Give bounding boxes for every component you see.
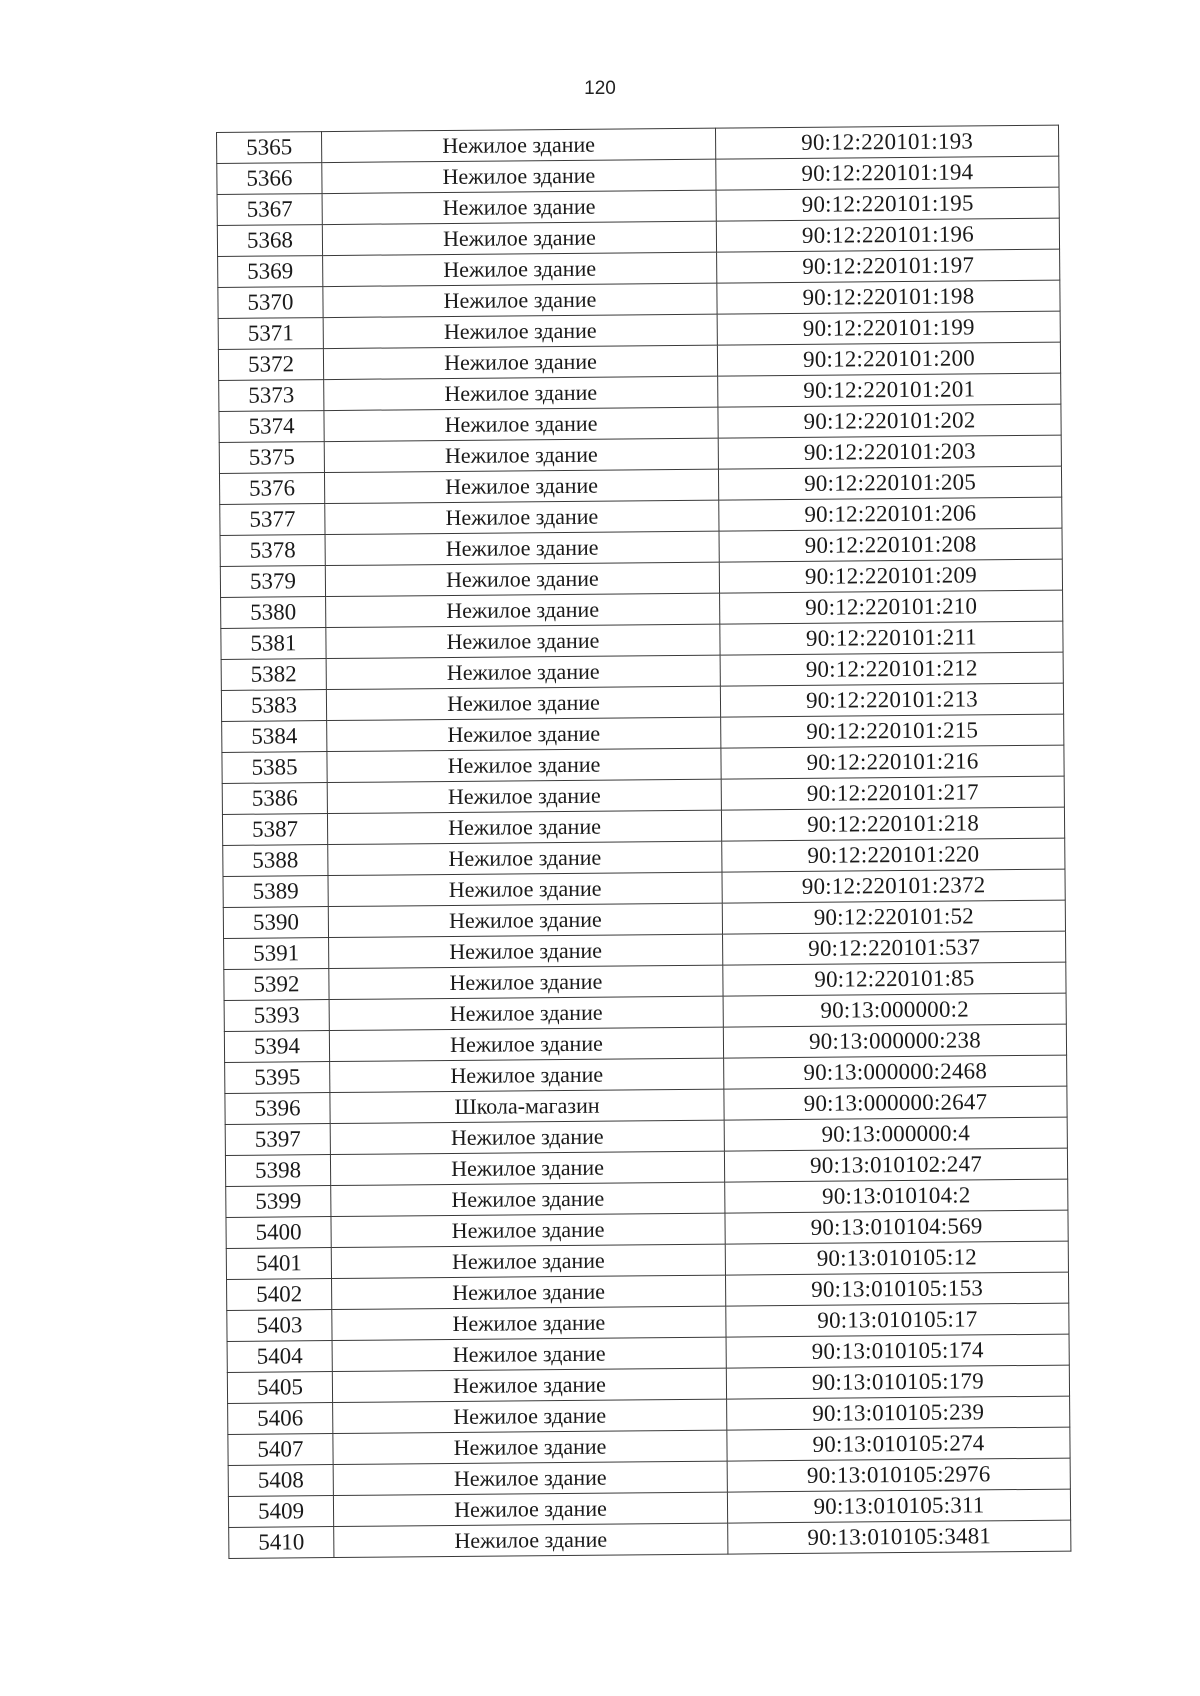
row-number-cell: 5385 bbox=[222, 752, 327, 784]
object-name-cell: Нежилое здание bbox=[333, 1492, 727, 1526]
row-number-cell: 5404 bbox=[227, 1341, 332, 1373]
row-number-cell: 5365 bbox=[217, 132, 322, 164]
object-name-cell: Нежилое здание bbox=[329, 1027, 723, 1061]
row-number-cell: 5398 bbox=[225, 1155, 330, 1187]
cadastral-number-cell: 90:12:220101:85 bbox=[723, 962, 1066, 996]
row-number-cell: 5392 bbox=[224, 969, 329, 1001]
object-name-cell: Нежилое здание bbox=[325, 531, 719, 565]
cadastral-number-cell: 90:12:220101:209 bbox=[719, 559, 1062, 593]
object-name-cell: Нежилое здание bbox=[331, 1244, 725, 1278]
object-name-cell: Нежилое здание bbox=[326, 593, 720, 627]
row-number-cell: 5374 bbox=[219, 411, 324, 443]
row-number-cell: 5394 bbox=[224, 1031, 329, 1063]
row-number-cell: 5397 bbox=[225, 1124, 330, 1156]
cadastral-number-cell: 90:13:000000:2647 bbox=[724, 1086, 1067, 1120]
cadastral-number-cell: 90:12:220101:203 bbox=[718, 435, 1061, 469]
cadastral-number-cell: 90:13:010105:274 bbox=[727, 1427, 1070, 1461]
cadastral-number-cell: 90:12:220101:205 bbox=[718, 466, 1061, 500]
object-name-cell: Нежилое здание bbox=[323, 252, 717, 286]
row-number-cell: 5389 bbox=[223, 876, 328, 908]
cadastral-number-cell: 90:13:010105:239 bbox=[727, 1396, 1070, 1430]
object-name-cell: Нежилое здание bbox=[329, 996, 723, 1030]
object-name-cell: Нежилое здание bbox=[331, 1182, 725, 1216]
cadastral-number-cell: 90:13:000000:4 bbox=[724, 1117, 1067, 1151]
object-name-cell: Нежилое здание bbox=[324, 376, 718, 410]
row-number-cell: 5406 bbox=[228, 1403, 333, 1435]
row-number-cell: 5395 bbox=[225, 1062, 330, 1094]
object-name-cell: Нежилое здание bbox=[331, 1213, 725, 1247]
row-number-cell: 5370 bbox=[218, 287, 323, 319]
object-name-cell: Нежилое здание bbox=[324, 407, 718, 441]
object-name-cell: Нежилое здание bbox=[323, 283, 717, 317]
row-number-cell: 5382 bbox=[221, 659, 326, 691]
object-name-cell: Нежилое здание bbox=[333, 1399, 727, 1433]
object-name-cell: Нежилое здание bbox=[332, 1337, 726, 1371]
cadastral-number-cell: 90:12:220101:193 bbox=[715, 125, 1058, 159]
cadastral-number-cell: 90:12:220101:217 bbox=[721, 776, 1064, 810]
cadastral-number-cell: 90:12:220101:215 bbox=[721, 714, 1064, 748]
row-number-cell: 5373 bbox=[219, 380, 324, 412]
row-number-cell: 5399 bbox=[226, 1186, 331, 1218]
object-name-cell: Нежилое здание bbox=[322, 190, 716, 224]
row-number-cell: 5380 bbox=[221, 597, 326, 629]
object-name-cell: Нежилое здание bbox=[327, 779, 721, 813]
object-name-cell: Нежилое здание bbox=[327, 717, 721, 751]
property-registry-table bbox=[216, 125, 1071, 1559]
cadastral-number-cell: 90:12:220101:202 bbox=[718, 404, 1061, 438]
cadastral-number-cell: 90:12:220101:206 bbox=[719, 497, 1062, 531]
object-name-cell: Школа-магазин bbox=[330, 1089, 724, 1123]
row-number-cell: 5366 bbox=[217, 163, 322, 195]
row-number-cell: 5387 bbox=[222, 814, 327, 846]
row-number-cell: 5372 bbox=[218, 349, 323, 381]
row-number-cell: 5408 bbox=[228, 1465, 333, 1497]
table-row bbox=[229, 1520, 1071, 1558]
row-number-cell: 5390 bbox=[223, 907, 328, 939]
object-name-cell: Нежилое здание bbox=[333, 1461, 727, 1495]
row-number-cell: 5371 bbox=[218, 318, 323, 350]
object-name-cell: Нежилое здание bbox=[326, 624, 720, 658]
cadastral-number-cell: 90:12:220101:211 bbox=[720, 621, 1063, 655]
cadastral-number-cell: 90:13:010105:2976 bbox=[727, 1458, 1070, 1492]
cadastral-number-cell: 90:12:220101:213 bbox=[720, 683, 1063, 717]
row-number-cell: 5381 bbox=[221, 628, 326, 660]
page-number: 120 bbox=[584, 78, 616, 99]
object-name-cell: Нежилое здание bbox=[328, 903, 722, 937]
row-number-cell: 5368 bbox=[217, 225, 322, 257]
cadastral-number-cell: 90:12:220101:220 bbox=[722, 838, 1065, 872]
cadastral-number-cell: 90:12:220101:200 bbox=[717, 342, 1060, 376]
row-number-cell: 5379 bbox=[220, 566, 325, 598]
cadastral-number-cell: 90:12:220101:199 bbox=[717, 311, 1060, 345]
object-name-cell: Нежилое здание bbox=[325, 562, 719, 596]
object-name-cell: Нежилое здание bbox=[326, 655, 720, 689]
object-name-cell: Нежилое здание bbox=[333, 1430, 727, 1464]
cadastral-number-cell: 90:13:000000:238 bbox=[723, 1024, 1066, 1058]
row-number-cell: 5409 bbox=[228, 1496, 333, 1528]
object-name-cell: Нежилое здание bbox=[322, 128, 716, 162]
row-number-cell: 5367 bbox=[217, 194, 322, 226]
object-name-cell: Нежилое здание bbox=[323, 345, 717, 379]
object-name-cell: Нежилое здание bbox=[332, 1368, 726, 1402]
table-body bbox=[217, 125, 1071, 1558]
object-name-cell: Нежилое здание bbox=[328, 872, 722, 906]
cadastral-number-cell: 90:12:220101:210 bbox=[720, 590, 1063, 624]
cadastral-number-cell: 90:12:220101:537 bbox=[723, 931, 1066, 965]
row-number-cell: 5407 bbox=[228, 1434, 333, 1466]
cadastral-number-cell: 90:13:010105:179 bbox=[726, 1365, 1069, 1399]
row-number-cell: 5377 bbox=[220, 504, 325, 536]
cadastral-number-cell: 90:12:220101:196 bbox=[716, 218, 1059, 252]
cadastral-number-cell: 90:13:010105:17 bbox=[726, 1303, 1069, 1337]
cadastral-number-cell: 90:13:000000:2 bbox=[723, 993, 1066, 1027]
row-number-cell: 5375 bbox=[219, 442, 324, 474]
cadastral-number-cell: 90:12:220101:212 bbox=[720, 652, 1063, 686]
row-number-cell: 5384 bbox=[222, 721, 327, 753]
cadastral-number-cell: 90:12:220101:216 bbox=[721, 745, 1064, 779]
cadastral-number-cell: 90:12:220101:52 bbox=[722, 900, 1065, 934]
cadastral-number-cell: 90:13:010105:153 bbox=[725, 1272, 1068, 1306]
object-name-cell: Нежилое здание bbox=[322, 159, 716, 193]
cadastral-number-cell: 90:12:220101:208 bbox=[719, 528, 1062, 562]
object-name-cell: Нежилое здание bbox=[327, 748, 721, 782]
cadastral-number-cell: 90:12:220101:201 bbox=[718, 373, 1061, 407]
object-name-cell: Нежилое здание bbox=[330, 1058, 724, 1092]
row-number-cell: 5378 bbox=[220, 535, 325, 567]
row-number-cell: 5383 bbox=[221, 690, 326, 722]
cadastral-number-cell: 90:12:220101:194 bbox=[716, 156, 1059, 190]
cadastral-number-cell: 90:12:220101:2372 bbox=[722, 869, 1065, 903]
row-number-cell: 5391 bbox=[224, 938, 329, 970]
object-name-cell: Нежилое здание bbox=[322, 221, 716, 255]
object-name-cell: Нежилое здание bbox=[326, 686, 720, 720]
object-name-cell: Нежилое здание bbox=[325, 500, 719, 534]
row-number-cell: 5376 bbox=[219, 473, 324, 505]
cadastral-number-cell: 90:13:010104:2 bbox=[725, 1179, 1068, 1213]
object-name-cell: Нежилое здание bbox=[324, 469, 718, 503]
cadastral-number-cell: 90:13:010104:569 bbox=[725, 1210, 1068, 1244]
cadastral-number-cell: 90:13:010105:311 bbox=[727, 1489, 1070, 1523]
cadastral-number-cell: 90:13:010105:12 bbox=[725, 1241, 1068, 1275]
object-name-cell: Нежилое здание bbox=[329, 965, 723, 999]
row-number-cell: 5410 bbox=[229, 1527, 334, 1559]
object-name-cell: Нежилое здание bbox=[328, 841, 722, 875]
row-number-cell: 5400 bbox=[226, 1217, 331, 1249]
object-name-cell: Нежилое здание bbox=[332, 1306, 726, 1340]
object-name-cell: Нежилое здание bbox=[330, 1120, 724, 1154]
object-name-cell: Нежилое здание bbox=[332, 1275, 726, 1309]
row-number-cell: 5401 bbox=[226, 1248, 331, 1280]
row-number-cell: 5386 bbox=[222, 783, 327, 815]
row-number-cell: 5402 bbox=[227, 1279, 332, 1311]
object-name-cell: Нежилое здание bbox=[334, 1523, 728, 1557]
cadastral-number-cell: 90:12:220101:198 bbox=[717, 280, 1060, 314]
row-number-cell: 5396 bbox=[225, 1093, 330, 1125]
object-name-cell: Нежилое здание bbox=[330, 1151, 724, 1185]
cadastral-number-cell: 90:13:000000:2468 bbox=[724, 1055, 1067, 1089]
object-name-cell: Нежилое здание bbox=[329, 934, 723, 968]
object-name-cell: Нежилое здание bbox=[327, 810, 721, 844]
row-number-cell: 5388 bbox=[223, 845, 328, 877]
row-number-cell: 5403 bbox=[227, 1310, 332, 1342]
cadastral-number-cell: 90:13:010105:3481 bbox=[728, 1520, 1071, 1554]
cadastral-number-cell: 90:12:220101:195 bbox=[716, 187, 1059, 221]
cadastral-number-cell: 90:12:220101:218 bbox=[721, 807, 1064, 841]
row-number-cell: 5369 bbox=[218, 256, 323, 288]
cadastral-number-cell: 90:12:220101:197 bbox=[717, 249, 1060, 283]
row-number-cell: 5405 bbox=[227, 1372, 332, 1404]
cadastral-number-cell: 90:13:010102:247 bbox=[724, 1148, 1067, 1182]
row-number-cell: 5393 bbox=[224, 1000, 329, 1032]
cadastral-number-cell: 90:13:010105:174 bbox=[726, 1334, 1069, 1368]
object-name-cell: Нежилое здание bbox=[324, 438, 718, 472]
object-name-cell: Нежилое здание bbox=[323, 314, 717, 348]
